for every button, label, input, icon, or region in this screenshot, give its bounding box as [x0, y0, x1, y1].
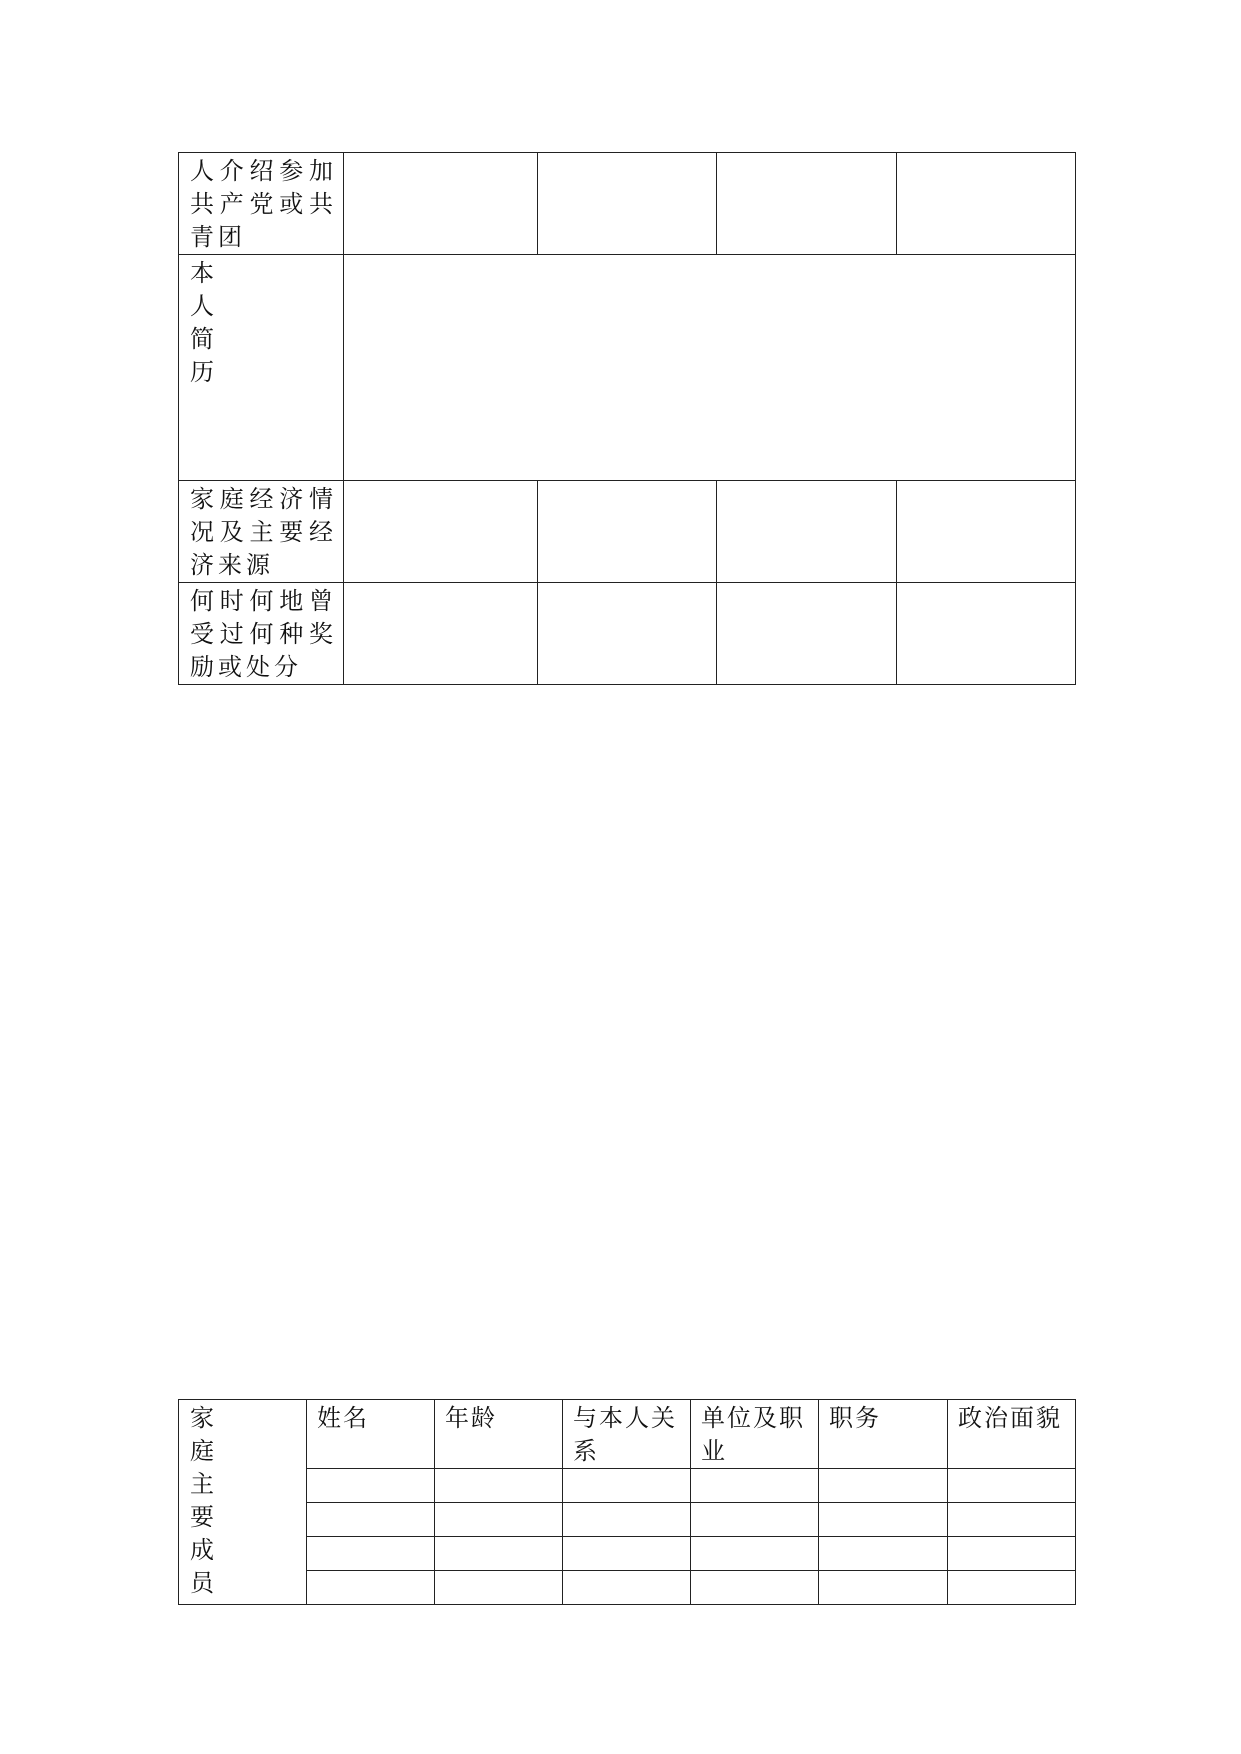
party-introduction-label: 人介绍参加共产党或共青团: [179, 153, 344, 255]
personal-resume-field[interactable]: [344, 255, 1076, 481]
family-member-relationship-cell[interactable]: [563, 1537, 691, 1571]
personal-resume-label-char: 人: [190, 292, 214, 320]
family-member-position-cell[interactable]: [819, 1571, 948, 1605]
family-members-label-char: 要: [190, 1503, 214, 1531]
family-member-political-status-cell[interactable]: [948, 1469, 1076, 1503]
family-members-table: [178, 1399, 1076, 1605]
header-age: 年龄: [435, 1400, 563, 1469]
family-economy-cell-4[interactable]: [897, 481, 1076, 583]
family-member-age-cell[interactable]: [435, 1469, 563, 1503]
family-member-employer-cell[interactable]: [691, 1571, 819, 1605]
family-member-row: [179, 1503, 1076, 1537]
family-member-age-cell[interactable]: [435, 1503, 563, 1537]
rewards-punishments-label: 何时何地曾受过何种奖励或处分: [179, 583, 344, 685]
family-member-employer-cell[interactable]: [691, 1537, 819, 1571]
family-members-label-char: 庭: [190, 1437, 214, 1465]
family-member-position-cell[interactable]: [819, 1469, 948, 1503]
family-members-label-char: 家: [190, 1404, 214, 1432]
family-member-relationship-cell[interactable]: [563, 1469, 691, 1503]
family-economy-cell-1[interactable]: [344, 481, 538, 583]
personal-resume-label-char: 本: [190, 259, 214, 287]
header-relationship: 与本人关系: [563, 1400, 691, 1469]
family-economy-cell-2[interactable]: [538, 481, 717, 583]
party-introduction-cell-1[interactable]: [344, 153, 538, 255]
family-member-relationship-cell[interactable]: [563, 1503, 691, 1537]
family-member-position-cell[interactable]: [819, 1503, 948, 1537]
family-member-position-cell[interactable]: [819, 1537, 948, 1571]
family-member-name-cell[interactable]: [307, 1469, 435, 1503]
family-members-label-char: 员: [190, 1569, 214, 1597]
family-members-side-label: [179, 1400, 307, 1605]
family-member-relationship-cell[interactable]: [563, 1571, 691, 1605]
family-member-row: [179, 1571, 1076, 1605]
rewards-punishments-cell-4[interactable]: [897, 583, 1076, 685]
family-member-name-cell[interactable]: [307, 1537, 435, 1571]
family-economy-cell-3[interactable]: [717, 481, 897, 583]
family-member-row: [179, 1537, 1076, 1571]
rewards-punishments-cell-3[interactable]: [717, 583, 897, 685]
personal-resume-label-char: 历: [190, 358, 214, 386]
family-member-employer-cell[interactable]: [691, 1503, 819, 1537]
rewards-punishments-cell-2[interactable]: [538, 583, 717, 685]
family-members-label-char: 主: [190, 1470, 214, 1498]
party-introduction-cell-4[interactable]: [897, 153, 1076, 255]
party-introduction-row: [179, 153, 1076, 255]
family-member-age-cell[interactable]: [435, 1537, 563, 1571]
family-member-political-status-cell[interactable]: [948, 1537, 1076, 1571]
party-introduction-cell-2[interactable]: [538, 153, 717, 255]
personal-resume-label-char: 简: [190, 325, 214, 353]
family-members-label-char: 成: [190, 1536, 214, 1564]
family-member-political-status-cell[interactable]: [948, 1571, 1076, 1605]
family-member-name-cell[interactable]: [307, 1571, 435, 1605]
personal-resume-row: [179, 255, 1076, 481]
family-economy-row: [179, 481, 1076, 583]
family-member-employer-cell[interactable]: [691, 1469, 819, 1503]
header-name: 姓名: [307, 1400, 435, 1469]
family-member-age-cell[interactable]: [435, 1571, 563, 1605]
rewards-punishments-cell-1[interactable]: [344, 583, 538, 685]
header-position: 职务: [819, 1400, 948, 1469]
resume-form-table: [178, 152, 1076, 685]
family-member-row: [179, 1469, 1076, 1503]
family-economy-label: 家庭经济情况及主要经济来源: [179, 481, 344, 583]
header-employer-occupation: 单位及职业: [691, 1400, 819, 1469]
family-member-name-cell[interactable]: [307, 1503, 435, 1537]
header-political-status: 政治面貌: [948, 1400, 1076, 1469]
family-members-header-row: [179, 1400, 1076, 1469]
party-introduction-cell-3[interactable]: [717, 153, 897, 255]
rewards-punishments-row: [179, 583, 1076, 685]
family-member-political-status-cell[interactable]: [948, 1503, 1076, 1537]
personal-resume-label: [179, 255, 344, 481]
